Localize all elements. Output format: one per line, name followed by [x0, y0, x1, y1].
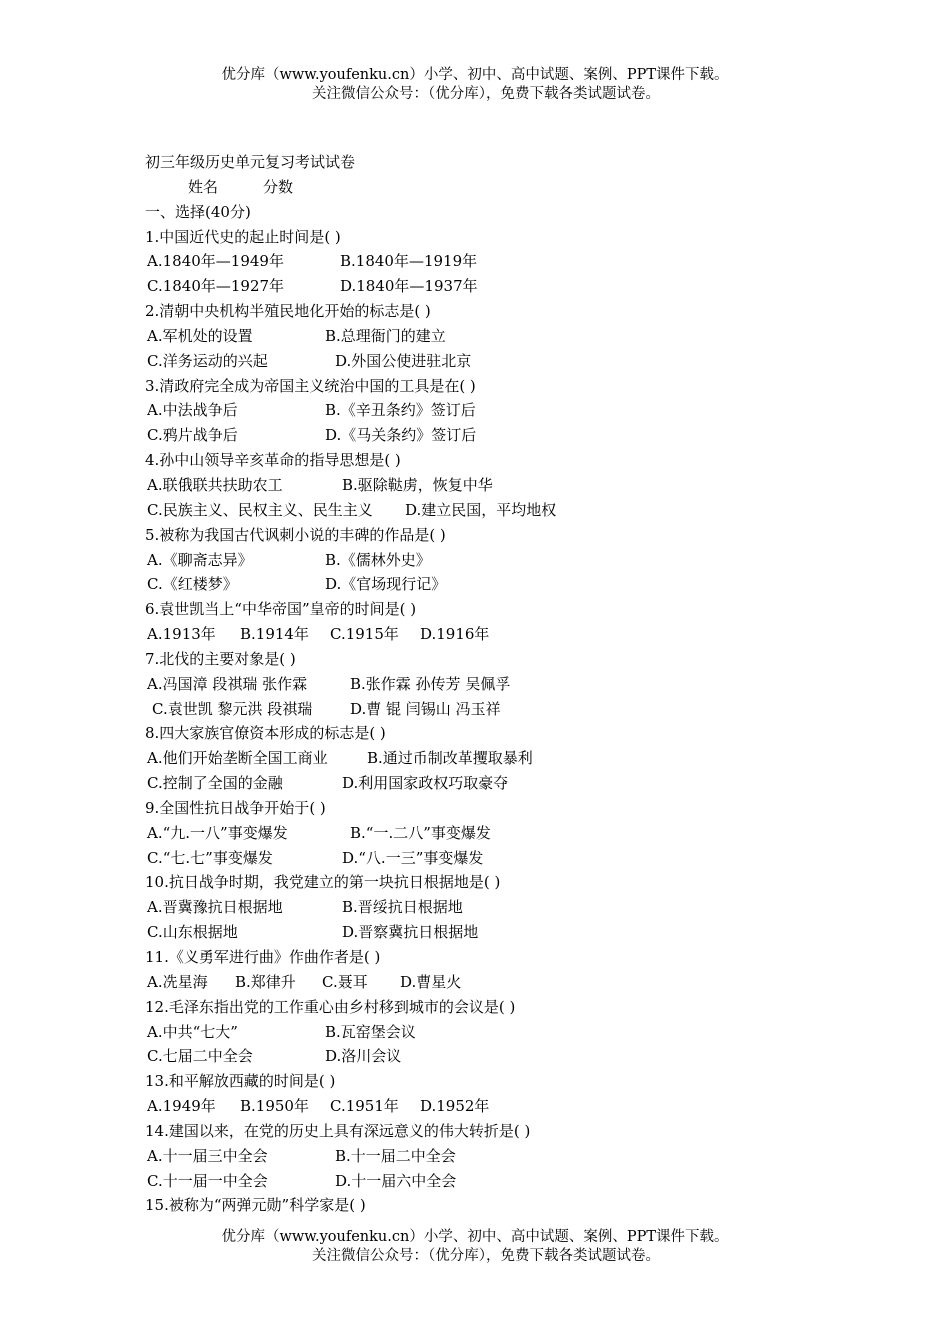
option-row	[145, 498, 845, 523]
answer-option: B.1840年—1919年	[340, 252, 478, 271]
exam-content	[145, 150, 845, 1218]
answer-option: D.《官场现行记》	[325, 575, 447, 594]
answer-option: B.驱除鞑虏，恢复中华	[342, 475, 493, 494]
answer-option: D.外国公使进驻北京	[335, 351, 472, 370]
answer-option: D.晋察冀抗日根据地	[342, 923, 479, 942]
answer-option: B.通过币制改革攫取暴利	[367, 749, 533, 768]
option-row	[145, 697, 845, 722]
question-stem: 15.被称为“两弹元勋”科学家是( )	[145, 1196, 366, 1215]
answer-option: B.张作霖 孙传芳 吴佩孚	[350, 674, 511, 693]
answer-option: A.《聊斋志异》	[147, 550, 253, 569]
question-stem: 13.和平解放西藏的时间是( )	[145, 1072, 336, 1091]
answer-option: C.1840年—1927年	[147, 277, 285, 296]
option-row	[145, 548, 845, 573]
footer-line-1: 优分库（www.youfenku.cn）小学、初中、高中试题、案例、PPT课件下载。	[221, 1229, 729, 1245]
answer-option: C.控制了全国的金融	[147, 774, 283, 793]
answer-option: C.1915年	[330, 625, 399, 644]
answer-option: C.七届二中全会	[147, 1047, 253, 1066]
option-row	[145, 622, 845, 647]
option-row	[145, 349, 845, 374]
option-row	[145, 771, 845, 796]
answer-option: C.鸦片战争后	[147, 426, 238, 445]
answer-option: B.晋绥抗日根据地	[342, 898, 463, 917]
question-stem: 10.抗日战争时期，我党建立的第一块抗日根据地是( )	[145, 873, 501, 892]
question-stem: 7.北伐的主要对象是( )	[145, 649, 296, 668]
answer-option: D.曹星火	[400, 972, 462, 991]
question-list	[145, 225, 845, 1219]
answer-option: B.1914年	[240, 625, 309, 644]
question-stem: 2.清朝中央机构半殖民地化开始的标志是( )	[145, 302, 431, 321]
name-score-line	[145, 175, 845, 200]
answer-option: C.洋务运动的兴起	[147, 351, 268, 370]
header-line-2: 关注微信公众号：（优分库），免费下载各类试题试卷。	[312, 86, 660, 102]
answer-option: B.总理衙门的建立	[325, 326, 446, 345]
answer-option: D.建立民国，平均地权	[405, 500, 557, 519]
name-label: 姓名	[188, 177, 219, 196]
answer-option: B.1950年	[240, 1097, 309, 1116]
answer-option: A.“九.一八”事变爆发	[147, 823, 288, 842]
option-row	[145, 1144, 845, 1169]
answer-option: C.“七.七”事变爆发	[147, 848, 273, 867]
answer-option: A.联俄联共扶助农工	[147, 475, 283, 494]
option-row	[145, 398, 845, 423]
option-row	[145, 1020, 845, 1045]
answer-option: A.冯国漳 段祺瑞 张作霖	[147, 674, 308, 693]
answer-option: D.洛川会议	[325, 1047, 402, 1066]
answer-option: B.“一.二八”事变爆发	[350, 823, 491, 842]
answer-option: D.1916年	[420, 625, 490, 644]
answer-option: C.袁世凯 黎元洪 段祺瑞	[152, 699, 313, 718]
answer-option: D.利用国家政权巧取豪夺	[342, 774, 509, 793]
answer-option: D.《马关条约》签订后	[325, 426, 477, 445]
answer-option: C.十一届一中全会	[147, 1171, 268, 1190]
answer-option: D.1952年	[420, 1097, 490, 1116]
section-heading: 一、选择(40分)	[145, 202, 251, 221]
answer-option: B.《辛丑条约》签订后	[325, 401, 476, 420]
answer-option: B.《儒林外史》	[325, 550, 431, 569]
answer-option: D.曹 锟 闫锡山 冯玉祥	[350, 699, 501, 718]
option-row	[145, 274, 845, 299]
answer-option: A.他们开始垄断全国工商业	[147, 749, 328, 768]
answer-option: B.瓦窑堡会议	[325, 1022, 416, 1041]
exam-title: 初三年级历史单元复习考试试卷	[145, 153, 356, 171]
answer-option: A.十一届三中全会	[147, 1146, 268, 1165]
answer-option: A.中共“七大”	[147, 1022, 238, 1041]
question-stem: 11.《义勇军进行曲》作曲作者是( )	[145, 948, 381, 966]
option-row	[145, 572, 845, 597]
option-row	[145, 1044, 845, 1069]
page-footer	[0, 1228, 950, 1266]
option-row	[145, 920, 845, 945]
answer-option: B.郑律升	[235, 972, 296, 991]
option-row	[145, 970, 845, 995]
option-row	[145, 423, 845, 448]
question-stem: 9.全国性抗日战争开始于( )	[145, 798, 326, 817]
answer-option: B.十一届二中全会	[335, 1146, 456, 1165]
option-row	[145, 672, 845, 697]
option-row	[145, 895, 845, 920]
question-stem: 5.被称为我国古代讽刺小说的丰碑的作品是( )	[145, 525, 446, 544]
answer-option: D.1840年—1937年	[340, 277, 478, 296]
option-row	[145, 1094, 845, 1119]
answer-option: A.1949年	[147, 1097, 216, 1116]
question-stem: 4.孙中山领导辛亥革命的指导思想是( )	[145, 451, 401, 470]
question-stem: 6.袁世凯当上“中华帝国”皇帝的时间是( )	[145, 600, 417, 619]
question-stem: 1.中国近代史的起止时间是( )	[145, 227, 341, 246]
answer-option: D.十一届六中全会	[335, 1171, 457, 1190]
answer-option: A.晋冀豫抗日根据地	[147, 898, 283, 917]
question-stem: 8.四大家族官僚资本形成的标志是( )	[145, 724, 386, 743]
answer-option: C.民族主义、民权主义、民生主义	[147, 500, 373, 519]
question-stem: 3.清政府完全成为帝国主义统治中国的工具是在( )	[145, 376, 476, 395]
question-stem: 12.毛泽东指出党的工作重心由乡村移到城市的会议是( )	[145, 997, 516, 1016]
header-line-1: 优分库（www.youfenku.cn）小学、初中、高中试题、案例、PPT课件下载。	[221, 67, 729, 83]
answer-option: A.冼星海	[147, 972, 208, 991]
option-row	[145, 821, 845, 846]
answer-option: C.聂耳	[322, 972, 368, 991]
score-label: 分数	[263, 177, 294, 196]
answer-option: A.1913年	[147, 625, 216, 644]
option-row	[145, 249, 845, 274]
page-header	[0, 66, 950, 104]
option-row	[145, 746, 845, 771]
answer-option: C.山东根据地	[147, 923, 238, 942]
answer-option: C.1951年	[330, 1097, 399, 1116]
question-stem: 14.建国以来，在党的历史上具有深远意义的伟大转折是( )	[145, 1121, 531, 1140]
answer-option: D.“八.一三”事变爆发	[342, 848, 484, 867]
option-row	[145, 324, 845, 349]
footer-line-2: 关注微信公众号：（优分库），免费下载各类试题试卷。	[312, 1248, 660, 1264]
answer-option: A.1840年—1949年	[147, 252, 284, 271]
option-row	[145, 846, 845, 871]
answer-option: A.军机处的设置	[147, 326, 253, 345]
answer-option: C.《红楼梦》	[147, 575, 238, 594]
option-row	[145, 1169, 845, 1194]
option-row	[145, 473, 845, 498]
answer-option: A.中法战争后	[147, 401, 238, 420]
